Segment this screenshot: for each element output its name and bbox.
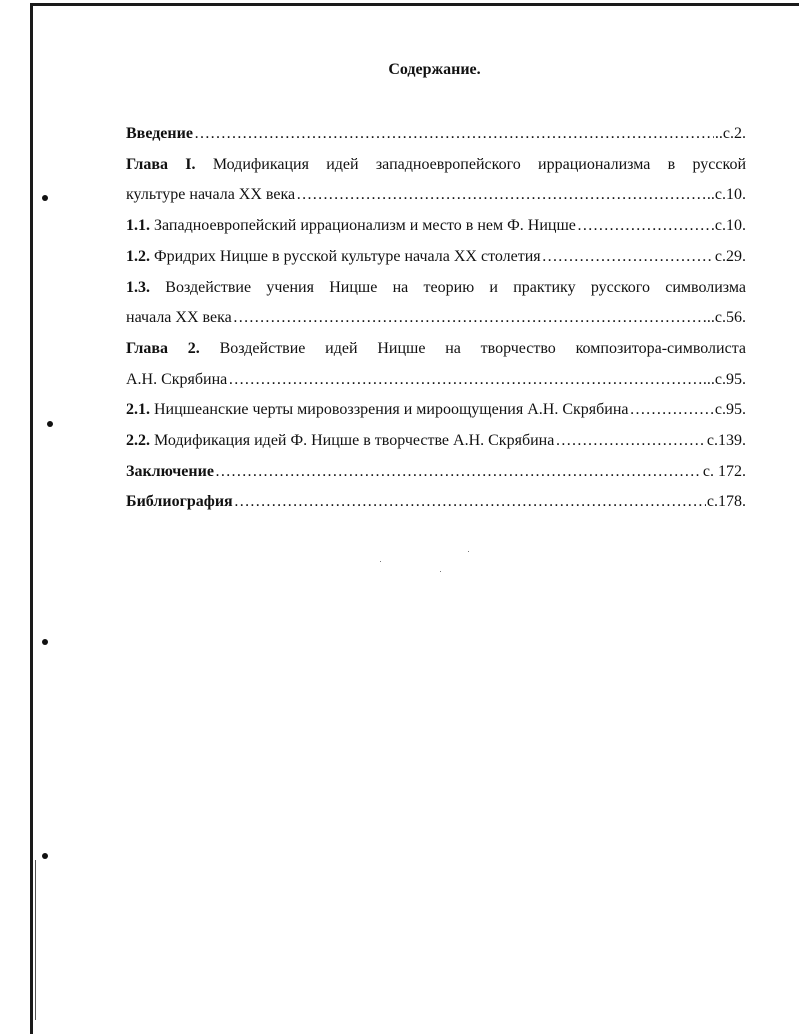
toc-entry-number: Глава I. [126,155,196,173]
toc-entry-number: 2.1. [126,401,150,419]
toc-entry-1-2 [126,242,746,273]
toc-leader [542,242,714,273]
toc-entry-number: Глава 2. [126,339,200,357]
page-title: Содержание. [388,61,481,78]
toc-leader [194,119,714,150]
toc-leader [234,487,706,518]
toc-entry-1-3 [126,303,746,334]
toc-entry-label: Западноевропейский иррационализм и место в нем Ф. Ницше [154,217,576,235]
toc-entry-label: культуре начала XX века [126,186,296,204]
scan-speck [440,571,441,572]
toc-entry-page: с.10. [714,217,746,235]
toc-entry-2-2 [126,426,746,457]
toc-leader [233,303,706,334]
table-of-contents [126,119,746,518]
toc-entry-page: ..с.2. [714,125,746,142]
toc-entry-label: Фридрих Ницше в русской культуре начала XX столетия [154,247,541,265]
toc-entry-chapter-2-first-line [126,334,746,365]
toc-entry-label: Введение [126,125,193,142]
toc-entry-chapter-2 [126,365,746,396]
toc-entry-label: начала XX века [126,309,232,327]
toc-entry-1-3-first-line [126,273,746,304]
punch-hole-dot [42,195,48,201]
toc-entry-chapter-1-first-line [126,150,746,181]
toc-entry-page: с.29. [714,247,746,265]
toc-entry-page: ...с.95. [702,370,746,388]
toc-leader [577,211,714,242]
toc-entry-label: Модификация идей Ф. Ницше в творчестве А.Н. Скрябина [154,432,555,450]
toc-leader [630,395,714,426]
toc-leader [228,365,702,396]
punch-hole-dot [42,639,48,645]
scan-speck [468,551,469,552]
toc-entry-page: с. 172. [702,462,746,480]
scan-border-left [30,3,33,1034]
toc-entry-number: 1.2. [126,247,150,265]
toc-entry-bibliography [126,487,746,518]
toc-entry-page: с.95. [714,401,746,419]
toc-leader [555,426,706,457]
punch-hole-dot [47,421,53,427]
toc-entry-chapter-1 [126,180,746,211]
toc-entry-2-1 [126,395,746,426]
toc-entry-number: 1.1. [126,217,150,235]
toc-leader [215,457,702,488]
toc-entry-page: с.139. [706,432,746,450]
toc-entry-page: с.178. [706,493,746,511]
toc-entry-conclusion [126,457,746,488]
toc-entry-title: Воздействие учения Ницше на теорию и практику русского символизма [165,278,746,296]
toc-entry-label: Ницшеанские черты мировоззрения и мироощущения А.Н. Скрябина [154,401,629,419]
scan-border-top [30,3,799,6]
toc-entry-title: Воздействие идей Ницше на творчество композитора-символиста [219,339,746,357]
scan-mark [35,860,36,1020]
toc-entry-label: Заключение [126,462,214,480]
toc-entry-1-1 [126,211,746,242]
toc-entry-introduction [126,119,746,150]
toc-entry-number: 1.3. [126,278,150,296]
scan-speck [380,561,381,562]
toc-entry-title: Модификация идей западноевропейского иррационализма в русской [212,155,747,173]
toc-entry-label: А.Н. Скрябина [126,370,228,388]
toc-entry-number: 2.2. [126,432,150,450]
punch-hole-dot [42,853,48,859]
toc-entry-label: Библиография [126,493,233,511]
toc-leader [296,180,706,211]
toc-entry-page: ..с.56. [706,309,746,327]
toc-entry-page: ..с.10. [706,186,746,204]
